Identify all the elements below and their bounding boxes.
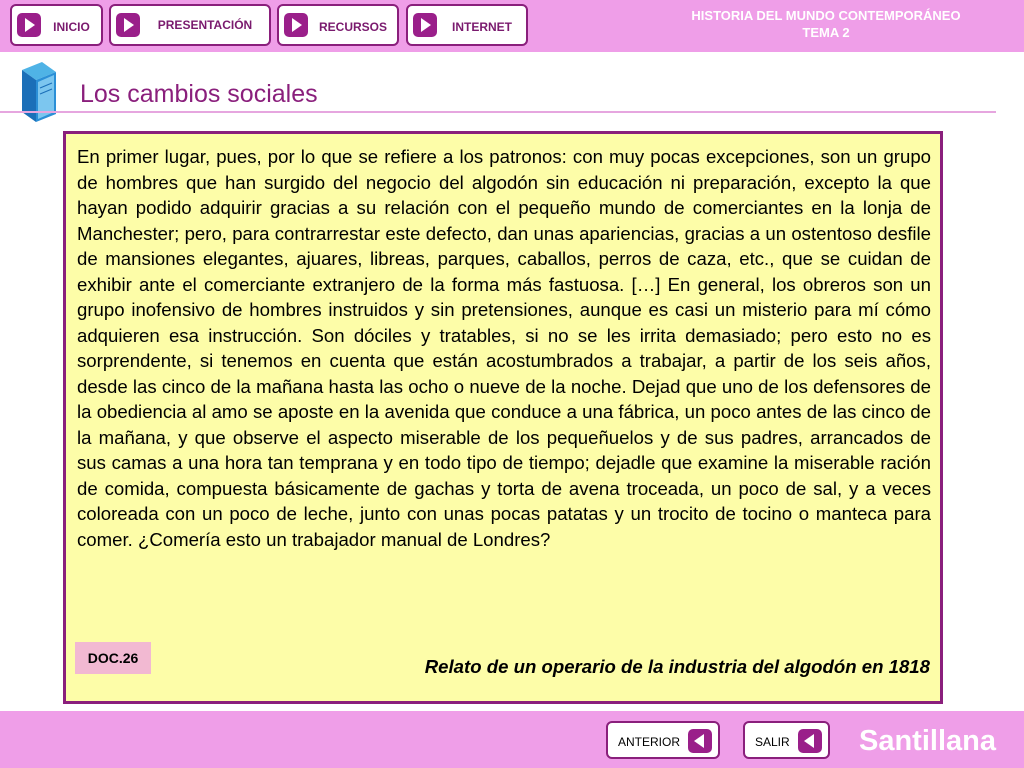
play-triangle-icon [413,13,437,37]
book-icon [18,62,58,124]
course-title [646,7,1006,41]
course-name: HISTORIA DEL MUNDO CONTEMPORÁNEO [691,8,961,23]
anterior-label: ANTERIOR [618,735,681,749]
inicio-label: INICIO [53,20,90,34]
course-unit: TEMA 2 [802,25,850,40]
bottom-bar [0,711,1024,768]
play-triangle-icon [17,13,41,37]
back-triangle-icon [688,729,712,753]
inicio-button[interactable] [10,4,103,46]
recursos-label: RECURSOS [318,20,387,34]
internet-label: INTERNET [452,20,512,34]
internet-button[interactable] [406,4,528,46]
presentacion-button[interactable] [109,4,271,46]
document-box [63,131,943,704]
doc-badge: DOC.26 [75,642,151,674]
play-triangle-icon [284,13,308,37]
top-navigation-bar [0,0,1024,52]
document-caption: Relato de un operario de la industria del algodón en 1818 [424,656,930,677]
play-triangle-icon [116,13,140,37]
title-divider [0,111,996,113]
document-text: En primer lugar, pues, por lo que se refiere a los patronos: con muy pocas excepciones, son un grupo de hombres que han surgido del negocio del algodón sin educación ni preparación, excepto la que hayan podido adquirir gracias a su relación con el pequeño mundo de comerciantes en la lonja de Manchester; pero, para contrarrestar este defecto, dan unas apariencias, gracias a un ostentoso desfile de mansiones elegantes, ajuares, libreas, parques, caballos, perros de caza, etc., que se cuidan de exhibir ante el comerciante extranjero de la forma más fastuosa. […] En general, los obreros son un grupo inofensivo de hombres instruidos y sin pretensiones, aunque es casi un misterio para mí cómo adquieren esa instrucción. Son dóciles y tratables, si no se les irrita demasiado; pero esto no es sorprendente, si tenemos en cuenta que están acostumbrados a trabajar, a partir de los seis años, desde las cinco de la mañana hasta las ocho o nueve de la noche. Dejad que uno de los defensores de la obediencia al amo se aposte en la avenida que conduce a una fábrica, un poco antes de las cinco de la mañana, y que observe el aspecto miserable de los pequeñuelos y de sus padres, arrancados de sus camas a una hora tan temprana y en todo tipo de tiempo; dejadle que examine la miserable ración de comida, compuesta básicamente de gachas y torta de avena troceada, un poco de sal, y a veces coloreada con un poco de leche, junto con unas pocas patatas y un trocito de tocino o manteca para comer. ¿Comería esto un trabajador manual de Londres? [77,146,931,550]
anterior-button[interactable] [606,721,720,759]
back-triangle-icon [798,729,822,753]
salir-label: SALIR [755,735,790,749]
recursos-button[interactable] [277,4,399,46]
page-title: Los cambios sociales [80,80,318,108]
salir-button[interactable] [743,721,830,759]
santillana-logo: Santillana [859,725,996,757]
presentacion-label: PRESENTACIÓN [157,18,253,32]
